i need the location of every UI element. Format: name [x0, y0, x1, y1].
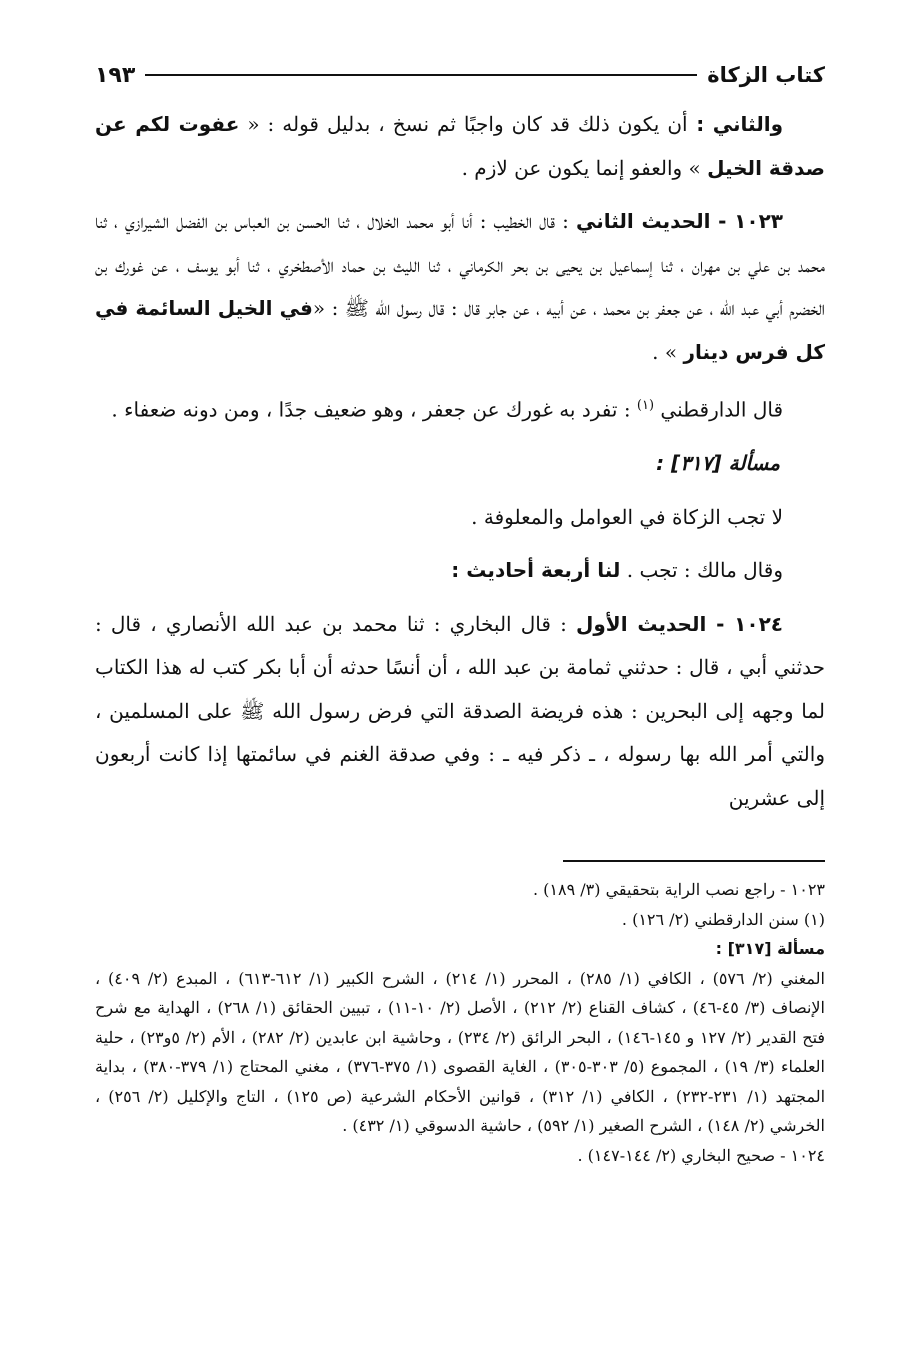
paragraph-text: أن يكون ذلك قد كان واجبًا ثم نسخ ، بدليل قوله : «	[239, 112, 688, 136]
hadith-number: ١٠٢٤ - الحديث الأول	[576, 611, 783, 636]
hadith-1024	[95, 603, 825, 821]
hadith-text: : قال البخاري : ثنا محمد بن عبد الله الأنصاري ، قال : حدثني أبي ، قال : حدثني ثمامة بن عبد الله ، أن أنسًا حدثه أن أبا بكر كتب له هذا الكتاب لما وجهه إلى البحرين : هذه فريضة الصدقة التي فرض رسول الله ﷺ على المسلمين ، والتي أمر الله بها رسوله ، ـ ذكر فيه ـ : وفي صدقة الغنم في سائمتها إذا كانت أربعون إلى عشرين	[95, 611, 825, 810]
masala-statement: لا تجب الزكاة في العوامل والمعلوفة .	[471, 504, 783, 529]
lead-word: والثاني :	[687, 112, 783, 136]
main-text	[95, 103, 825, 820]
hadith-text: : قال الخطيب : أنا أبو محمد الخلال ، ثنا الحسن بن العباس بن الفضل الشيرازي ، ثنا محمد بن علي بن مهران ، ثنا إسماعيل بن يحيى بن بحر الكرماني ، ثنا الليث بن حماد الأصطخري ، ثنا أبو يوسف ، عن غورك بن الخضرم أبي عبد الله ، عن جعفر بن محمد ، عن أبيه ، عن جابر قال : قال رسول الله ﷺ : «	[95, 209, 825, 320]
footnote-1023: ١٠٢٣ - راجع نصب الراية بتحقيقي (٣/ ١٨٩) .	[532, 880, 825, 899]
footnotes	[95, 875, 825, 1170]
hadith-number: ١٠٢٣ - الحديث الثاني	[575, 209, 783, 233]
footnote-1024: ١٠٢٤ - صحيح البخاري (٢/ ١٤٤-١٤٧) .	[577, 1145, 825, 1165]
malik-opinion	[95, 549, 825, 593]
malik-text: وقال مالك : تجب .	[620, 558, 783, 583]
hadith-1023	[95, 200, 825, 374]
hadith-tail: » .	[652, 339, 684, 364]
running-header	[95, 58, 825, 92]
footnote-rule	[563, 860, 825, 862]
header-rule	[145, 74, 697, 76]
footnote-masala-refs: المغني (٢/ ٥٧٦) ، الكافي (١/ ٢٨٥) ، المحرر (١/ ٢١٤) ، الشرح الكبير (١/ ٦١٢-٦١٣) ، المبدع (٢/ ٤٠٩) ، الإنصاف (٣/ ٤٥-٤٦) ، كشاف القناع (٢/ ٢١٢) ، الأصل (٢/ ١٠-١١) ، تبيين الحقائق (١/ ٢٦٨) ، الهداية مع شرح فتح القدير (٢/ ١٢٧ و ١٤٥-١٤٦) ، البحر الرائق (٢/ ٢٣٤) ، وحاشية ابن عابدين (٢/ ٢٨٢) ، الأم (٢/ ٥و٢٣) ، حلية العلماء (٣/ ١٩) ، المجموع (٥/ ٣٠٣-٣٠٥) ، الغاية القصوى (١/ ٣٧٥-٣٧٦) ، مغني المحتاج (١/ ٣٧٩-٣٨٠) ، بداية المجتهد (١/ ٢٣١-٢٣٢) ، الكافي (١/ ٣١٢) ، قوانين الأحكام الشرعية (ص ١٢٥) ، التاج والإكليل (٢/ ٢٥٦) ، الخرشي (٢/ ١٤٨) ، الشرح الصغير (١/ ٥٩٢) ، حاشية الدسوقي (١/ ٤٣٢) .	[95, 968, 826, 1135]
daraqutni-comment	[95, 384, 825, 432]
malik-bold: لنا أربعة أحاديث :	[451, 558, 621, 583]
chapter-title: كتاب الزكاة	[707, 63, 825, 87]
daraqutni-text: : تفرد به غورك عن جعفر ، وهو ضعيف جدًا ، ومن دونه ضعفاء .	[111, 397, 637, 422]
masala-heading: مسألة [٣١٧] :	[656, 451, 780, 476]
footnote-ref: (١)	[636, 398, 655, 413]
page-number: ١٩٣	[95, 62, 136, 88]
paragraph-second-reason	[95, 103, 825, 190]
footnote-1: (١) سنن الدارقطني (٢/ ١٢٦) .	[621, 909, 825, 929]
hadith-quote: عفوت لكم عن صدقة الخيل	[95, 112, 825, 180]
daraqutni-label: قال الدارقطني	[660, 397, 783, 422]
footnote-masala-label: مسألة [٣١٧] :	[715, 939, 825, 958]
hadith-quote: في الخيل السائمة في كل فرس دينار	[95, 296, 825, 364]
paragraph-tail: » والعفو إنما يكون عن لازم .	[461, 155, 708, 180]
